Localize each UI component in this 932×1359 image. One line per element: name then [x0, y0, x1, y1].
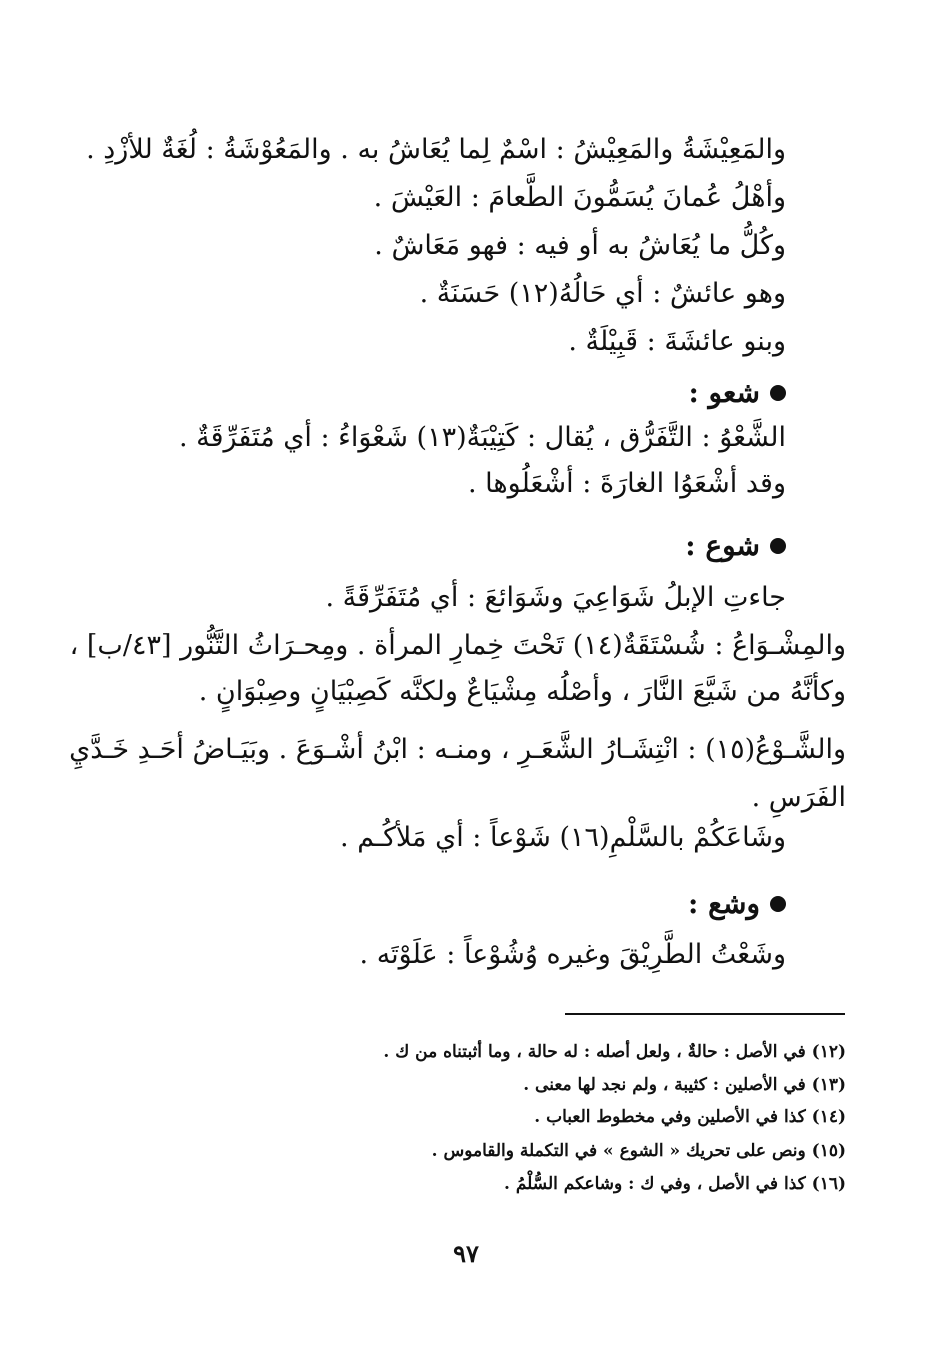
bullet-icon	[770, 385, 786, 401]
entry-line: وقد أشْعَوُا الغارَةَ : أشْعَلُوها .	[468, 468, 786, 499]
section-heading-label: وشع :	[688, 887, 760, 920]
footnote: (١٦) كذا في الأصل ، وفي ك : وشاعكم السُّلْمُ .	[504, 1174, 846, 1194]
entry-line: وشَاعَكُمْ بالسَّلْمِ(١٦) شَوْعاً : أي مَلأكُـم .	[340, 822, 786, 853]
entry-line: وأهْلُ عُمانَ يُسَمُّونَ الطَّعامَ : العَيْشَ .	[373, 182, 786, 213]
entry-line: جاءتِ الإبلُ شَوَاعِيَ وشَوَائعَ : أي مُتَفَرِّقَةً .	[325, 582, 786, 613]
entry-line: والمَعِيْشَةُ والمَعِيْشُ : اسْمٌ لِما يُعَاشُ به . والمَعُوْشَةُ : لُغَةٌ للأزْدِ .	[86, 134, 786, 165]
section-heading	[685, 526, 786, 566]
section-heading-label: شعو :	[688, 376, 760, 409]
entry-line: الفَرَسِ .	[751, 782, 846, 813]
entry-line: وكأنَّهُ من شَيَّعَ النَّارَ ، وأصْلُه مِشْيَاعٌ ولكنَّه كَصِبْيَانٍ وصِبْوَانٍ .	[198, 676, 846, 707]
section-heading-label: شوع :	[685, 529, 760, 562]
footnote-divider	[565, 1013, 845, 1015]
section-heading	[688, 884, 786, 924]
entry-line: وهو عائشٌ : أي حَالُهُ(١٢) حَسَنَةٌ .	[419, 278, 786, 309]
entry-line: الشَّعْوُ : التَّفَرُّق ، يُقال : كَتِيْبَةٌ(١٣) شَعْوَاءُ : أي مُتَفَرِّقَةٌ .	[178, 422, 786, 453]
entry-line: وبنو عائشَةَ : قَبِيْلَةٌ .	[568, 326, 786, 357]
entry-line: والشَّـوْعُ(١٥) : انْتِشَـارُ الشَّعَـرِ ، ومنـه : ابْنُ أشْـوَعَ . وبَيَـاضُ أحَـدِ خَـدَّيِ	[69, 734, 846, 765]
entry-line: والمِشْـوَاعُ : شُسْتَقَةٌ(١٤) تَحْتَ خِمارِ المرأة . ومِحـرَاثُ التَّنُّور [٤٣/ب] ،	[69, 630, 846, 661]
footnote: (١٢) في الأصل : حالةٌ ، ولعل أصله : له حالة ، وما أثبتناه من ك .	[383, 1042, 846, 1062]
entry-line: وشَعْتُ الطَّرِيْقَ وغيره وُشُوْعاً : عَلَوْتَه .	[359, 939, 786, 970]
bullet-icon	[770, 538, 786, 554]
entry-line: وكُلُّ ما يُعَاشُ به أو فيه : فهو مَعَاشٌ .	[374, 230, 786, 261]
footnote: (١٣) في الأصلين : كثيبة ، ولم نجد لها معنى .	[523, 1075, 846, 1095]
page-number: ٩٧	[453, 1239, 479, 1268]
footnote: (١٤) كذا في الأصلين وفي مخطوط العباب .	[534, 1107, 846, 1127]
bullet-icon	[770, 896, 786, 912]
footnote: (١٥) ونص على تحريك « الشوع » في التكملة والقاموس .	[431, 1141, 846, 1161]
section-heading	[688, 373, 786, 413]
